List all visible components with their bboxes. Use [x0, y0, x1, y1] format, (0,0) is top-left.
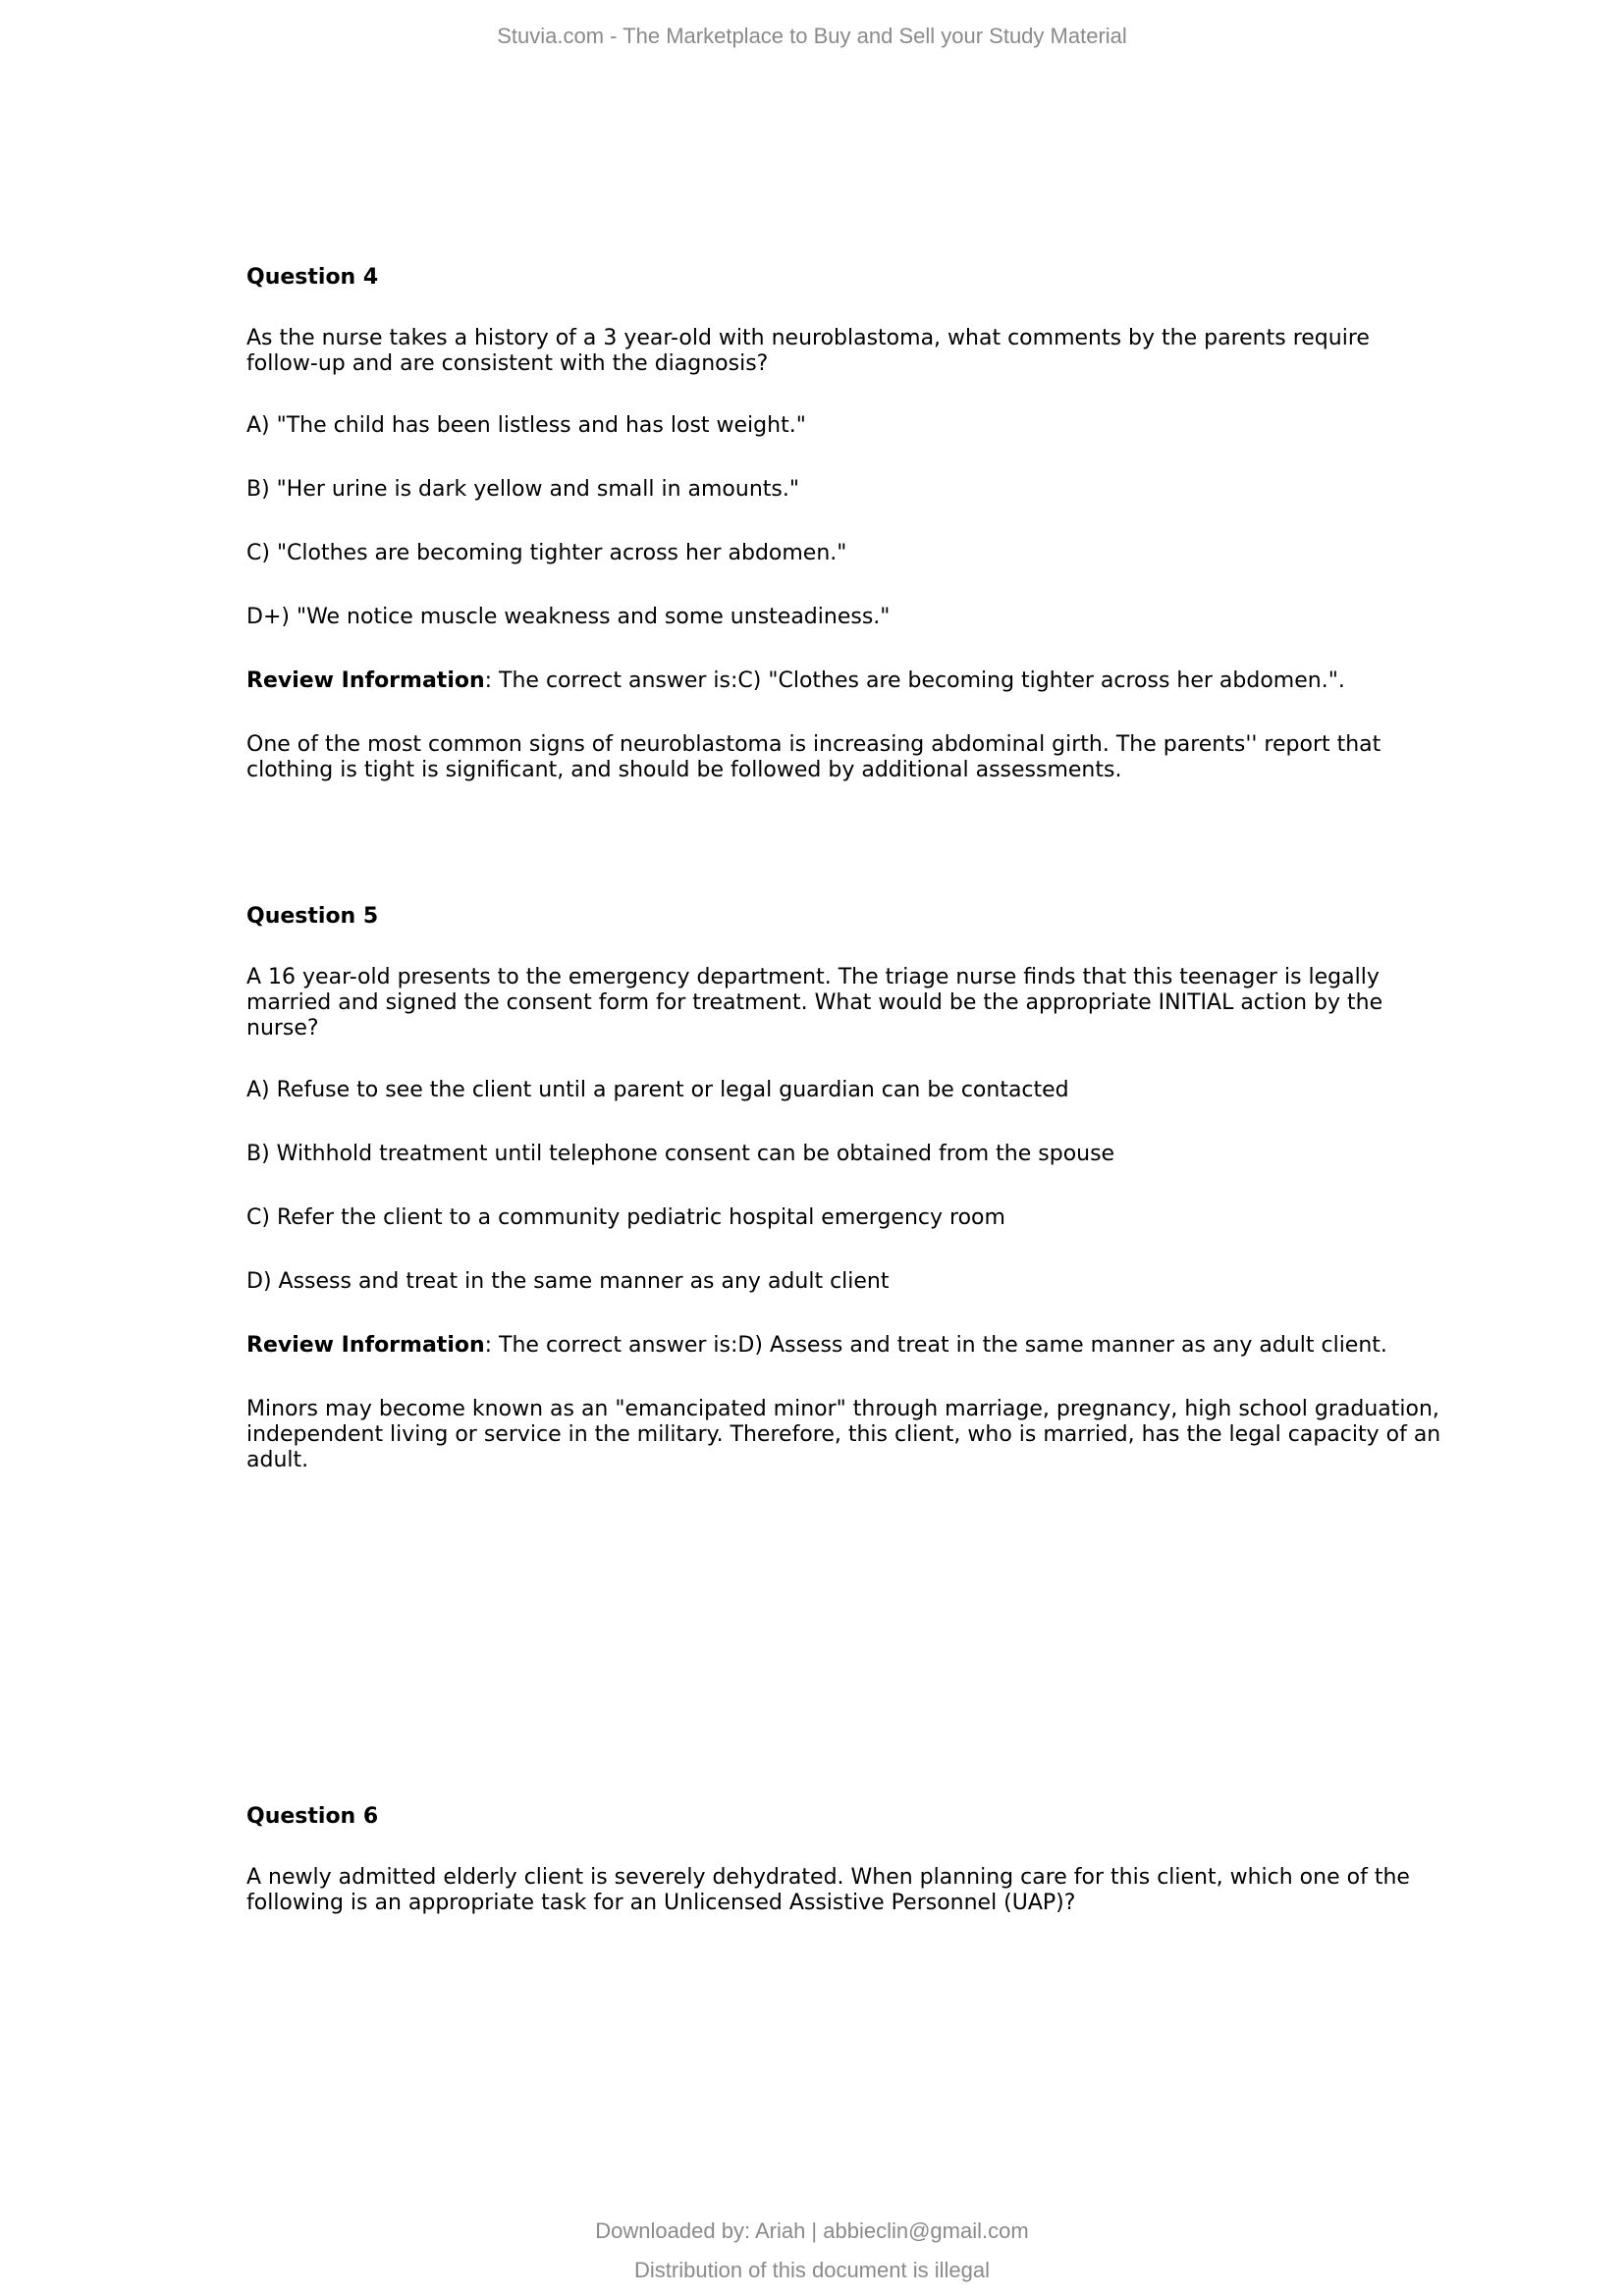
answer-option: C) Refer the client to a community pediatric hospital emergency room — [246, 1205, 1005, 1230]
question-text: As the nurse takes a history of a 3 year-old with neuroblastoma, what comments by the parents require follow-up and are consistent with the diagnosis? — [246, 326, 1370, 376]
answer-explanation: One of the most common signs of neuroblastoma is increasing abdominal girth. The parents'' report that clothing is tight is significant, and should be followed by additional assessments. — [246, 732, 1381, 782]
question-block — [246, 1804, 1444, 1952]
review-answer: : The correct answer is:C) "Clothes are becoming tighter across her abdomen.". — [484, 668, 1345, 693]
answer-option: A) "The child has been listless and has lost weight." — [246, 413, 806, 438]
page-header: Stuvia.com - The Marketplace to Buy and Sell your Study Material — [497, 24, 1127, 48]
question-text: A newly admitted elderly client is severely dehydrated. When planning care for this client, which one of the following is an appropriate task for an Unlicensed Assistive Personnel (UAP)? — [246, 1865, 1410, 1915]
answer-option: D+) "We notice muscle weakness and some unsteadiness." — [246, 605, 891, 629]
answer-explanation: Minors may become known as an "emancipated minor" through marriage, pregnancy, high school graduation, independent living or service in the military. Therefore, this client, who is married, has the legal capacity of an adult. — [246, 1397, 1441, 1472]
footer-downloaded-by: Downloaded by: Ariah | abbieclin@gmail.com — [595, 2218, 1029, 2243]
review-information — [246, 1333, 1444, 1359]
answer-option: B) Withhold treatment until telephone consent can be obtained from the spouse — [246, 1142, 1115, 1166]
question-title: Question 6 — [246, 1804, 379, 1829]
question-title: Question 4 — [246, 265, 379, 290]
review-answer: : The correct answer is:D) Assess and treat in the same manner as any adult client. — [484, 1333, 1387, 1358]
answer-option: D) Assess and treat in the same manner as any adult client — [246, 1269, 890, 1294]
question-title: Question 5 — [246, 904, 379, 929]
question-text: A 16 year-old presents to the emergency department. The triage nurse finds that this teenager is legally married and signed the consent form for treatment. What would be the appropriate INITIAL action by the nurse? — [246, 965, 1383, 1041]
answer-option: B) "Her urine is dark yellow and small in amounts." — [246, 477, 799, 502]
footer-distribution-notice: Distribution of this document is illegal — [634, 2258, 990, 2282]
question-block — [246, 904, 1444, 1473]
review-information — [246, 668, 1444, 694]
answer-option: A) Refuse to see the client until a parent or legal guardian can be contacted — [246, 1078, 1069, 1102]
answer-option: C) "Clothes are becoming tighter across her abdomen." — [246, 541, 847, 565]
review-label: Review Information — [246, 1333, 485, 1358]
review-label: Review Information — [246, 668, 485, 693]
question-block — [246, 265, 1444, 783]
